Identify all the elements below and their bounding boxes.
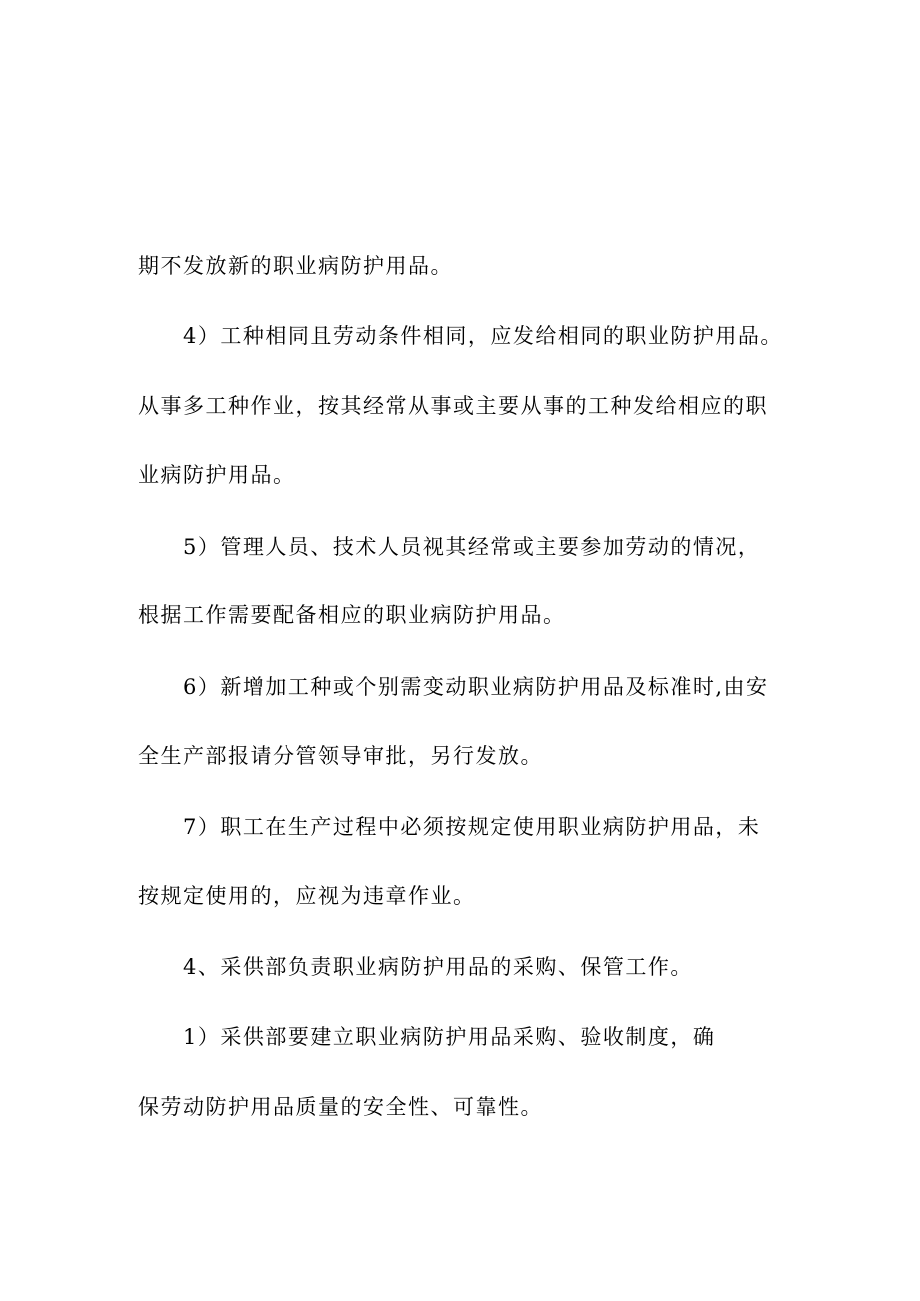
text-line: 7）职工在生产过程中必须按规定使用职业病防护用品，未 <box>183 815 761 839</box>
text-line: 期不发放新的职业病防护用品。 <box>138 254 453 278</box>
text-line: 业病防护用品。 <box>138 463 296 487</box>
text-line: 从事多工种作业，按其经常从事或主要从事的工种发给相应的职 <box>138 394 768 418</box>
text-line: 6）新增加工种或个别需变动职业病防护用品及标准时,由安 <box>183 675 769 699</box>
text-line: 5）管理人员、技术人员视其经常或主要参加劳动的情况， <box>183 535 761 559</box>
text-line: 1）采供部要建立职业病防护用品采购、验收制度，确 <box>183 1025 716 1049</box>
text-line: 根据工作需要配备相应的职业病防护用品。 <box>138 603 566 627</box>
text-line: 全生产部报请分管领导审批，另行发放。 <box>138 744 543 768</box>
text-line: 4）工种相同且劳动条件相同，应发给相同的职业防护用品。 <box>183 324 783 348</box>
text-line: 按规定使用的，应视为违章作业。 <box>138 884 476 908</box>
text-line: 保劳动防护用品质量的安全性、可靠性。 <box>138 1095 543 1119</box>
text-line: 4、采供部负责职业病防护用品的采购、保管工作。 <box>183 955 693 979</box>
